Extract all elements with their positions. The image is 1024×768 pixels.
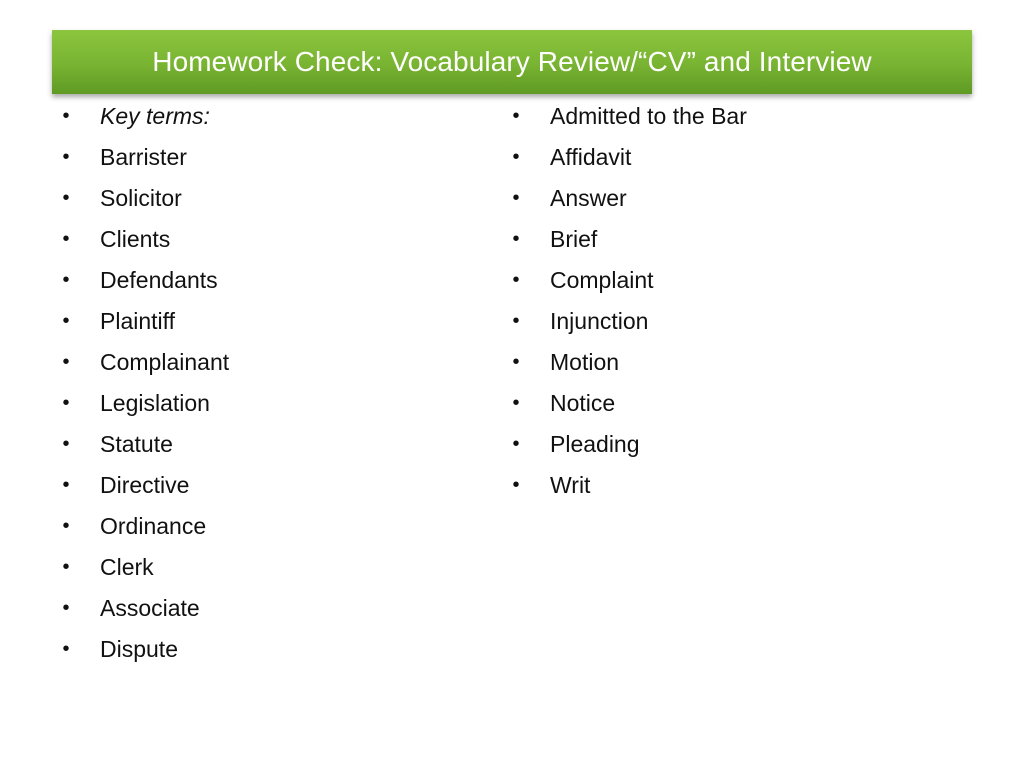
list-item-label: Barrister	[100, 144, 187, 170]
list-item	[510, 385, 950, 426]
list-item-label: Clients	[100, 226, 171, 252]
list-item	[60, 180, 480, 221]
bullet-icon: •	[512, 187, 520, 209]
bullet-icon: •	[62, 597, 70, 619]
bullet-icon: •	[512, 351, 520, 373]
bullet-list-right	[510, 98, 950, 508]
list-item	[510, 426, 950, 467]
list-item	[60, 98, 480, 139]
list-item	[60, 426, 480, 467]
bullet-icon: •	[512, 269, 520, 291]
bullet-icon: •	[512, 310, 520, 332]
list-item	[60, 590, 480, 631]
list-item	[60, 549, 480, 590]
bullet-icon: •	[62, 556, 70, 578]
list-item	[510, 180, 950, 221]
list-item	[510, 262, 950, 303]
bullet-icon: •	[62, 638, 70, 660]
list-item-label: Defendants	[100, 267, 218, 293]
list-item-label: Directive	[100, 472, 190, 498]
list-item	[60, 303, 480, 344]
bullet-icon: •	[62, 105, 70, 127]
list-item-label: Complainant	[100, 349, 230, 375]
list-item	[510, 221, 950, 262]
list-item-label: Complaint	[550, 267, 654, 293]
list-item-label: Dispute	[100, 636, 178, 662]
list-item	[510, 303, 950, 344]
list-item	[60, 631, 480, 672]
list-item-label: Clerk	[100, 554, 154, 580]
list-item	[60, 467, 480, 508]
list-item-label: Ordinance	[100, 513, 207, 539]
list-item-label: Key terms:	[100, 103, 210, 129]
list-item-label: Associate	[100, 595, 200, 621]
list-item-label: Notice	[550, 390, 616, 416]
bullet-icon: •	[62, 146, 70, 168]
list-item	[60, 385, 480, 426]
bullet-icon: •	[62, 351, 70, 373]
bullet-icon: •	[62, 433, 70, 455]
list-item-label: Statute	[100, 431, 173, 457]
list-item-label: Answer	[550, 185, 627, 211]
list-item-label: Legislation	[100, 390, 210, 416]
bullet-icon: •	[512, 474, 520, 496]
list-item-label: Brief	[550, 226, 598, 252]
list-item-label: Injunction	[550, 308, 649, 334]
list-item	[60, 344, 480, 385]
bullet-icon: •	[62, 228, 70, 250]
list-item	[510, 139, 950, 180]
bullet-icon: •	[512, 392, 520, 414]
slide-title: Homework Check: Vocabulary Review/“CV” and Interview	[152, 46, 872, 77]
bullet-icon: •	[62, 515, 70, 537]
list-item-label: Admitted to the Bar	[550, 103, 747, 129]
bullet-icon: •	[512, 146, 520, 168]
bullet-icon: •	[512, 433, 520, 455]
list-item	[60, 139, 480, 180]
bullet-icon: •	[62, 269, 70, 291]
list-item-label: Affidavit	[550, 144, 632, 170]
list-item-label: Motion	[550, 349, 620, 375]
bullet-icon: •	[62, 187, 70, 209]
bullet-icon: •	[62, 392, 70, 414]
list-item	[510, 344, 950, 385]
bullet-icon: •	[62, 310, 70, 332]
list-item	[510, 467, 950, 508]
slide-title-banner	[52, 30, 972, 94]
bullet-icon: •	[62, 474, 70, 496]
bullet-icon: •	[512, 105, 520, 127]
bullet-list-left	[60, 98, 480, 672]
bullet-icon: •	[512, 228, 520, 250]
list-item	[510, 98, 950, 139]
list-item-label: Writ	[550, 472, 591, 498]
list-item	[60, 221, 480, 262]
list-item	[60, 262, 480, 303]
list-item	[60, 508, 480, 549]
list-item-label: Plaintiff	[100, 308, 176, 334]
list-item-label: Pleading	[550, 431, 640, 457]
list-item-label: Solicitor	[100, 185, 182, 211]
